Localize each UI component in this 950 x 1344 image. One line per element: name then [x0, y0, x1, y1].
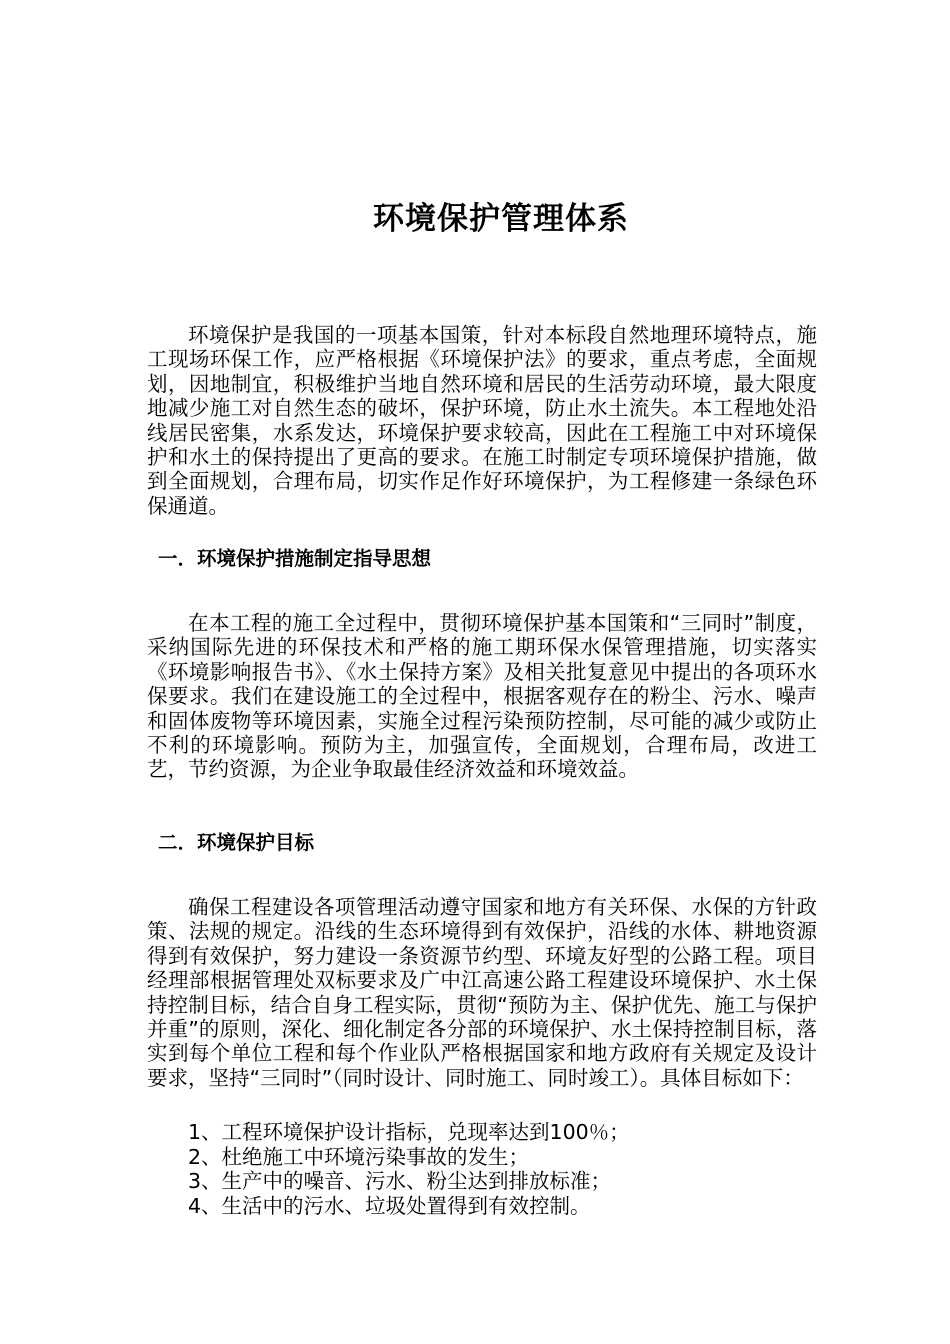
list-item: 2、杜绝施工中环境污染事故的发生；: [188, 1144, 530, 1169]
target-list: [188, 1120, 630, 1218]
document-title: 环境保护管理体系: [373, 201, 629, 237]
list-item: 3、生产中的噪音、污水、粉尘达到排放标准；: [188, 1169, 612, 1193]
intro-paragraph: 环境保护是我国的一项基本国策，针对本标段自然地理环境特点，施工现场环保工作，应严格根据《环境保护法》的要求，重点考虑，全面规划，因地制宜，积极维护当地自然环境和居民的生活劳动环境，最大限度地减少施工对自然生态的破坏，保护环境，防止水土流失。本工程地处沿线居民密集，水系发达，环境保护要求较高，因此在工程施工中对环境保护和水土的保持提出了更高的要求。在施工时制定专项环境保护措施，做到全面规划，合理布局，切实作足作好环境保护，为工程修建一条绿色环保通道。: [147, 323, 817, 518]
section-heading-guiding-principles: 一．环境保护措施制定指导思想: [158, 547, 432, 570]
list-item: 1、工程环境保护设计指标，兑现率达到100％；: [188, 1120, 630, 1144]
section-body-protection-goals: 确保工程建设各项管理活动遵守国家和地方有关环保、水保的方针政策、法规的规定。沿线的生态环境得到有效保护，沿线的水体、耕地资源得到有效保护，努力建设一条资源节约型、环境友好型的公路工程。项目经理部根据管理处双标要求及广中江高速公路工程建设环境保护、水土保持控制目标，结合自身工程实际，贯彻“预防为主、保护优先、施工与保护并重”的原则，深化、细化制定各分部的环境保护、水土保持控制目标，落实到每个单位工程和每个作业队严格根据国家和地方政府有关规定及设计要求，坚持“三同时”（同时设计、同时施工、同时竣工）。具体目标如下：: [147, 895, 817, 1090]
section-heading-protection-goals: 二．环境保护目标: [158, 831, 315, 854]
list-item: 4、生活中的污水、垃圾处置得到有效控制。: [188, 1193, 591, 1218]
section-body-guiding-principles: 在本工程的施工全过程中，贯彻环境保护基本国策和“三同时”制度，采纳国际先进的环保技术和严格的施工期环保水保管理措施，切实落实《环境影响报告书》、《水土保持方案》及相关批复意见中提出的各项环水保要求。我们在建设施工的全过程中，根据客观存在的粉尘、污水、噪声和固体废物等环境因素，实施全过程污染预防控制，尽可能的减少或防止不利的环境影响。预防为主，加强宣传，全面规划，合理布局，改进工艺，节约资源，为企业争取最佳经济效益和环境效益。: [147, 611, 817, 782]
